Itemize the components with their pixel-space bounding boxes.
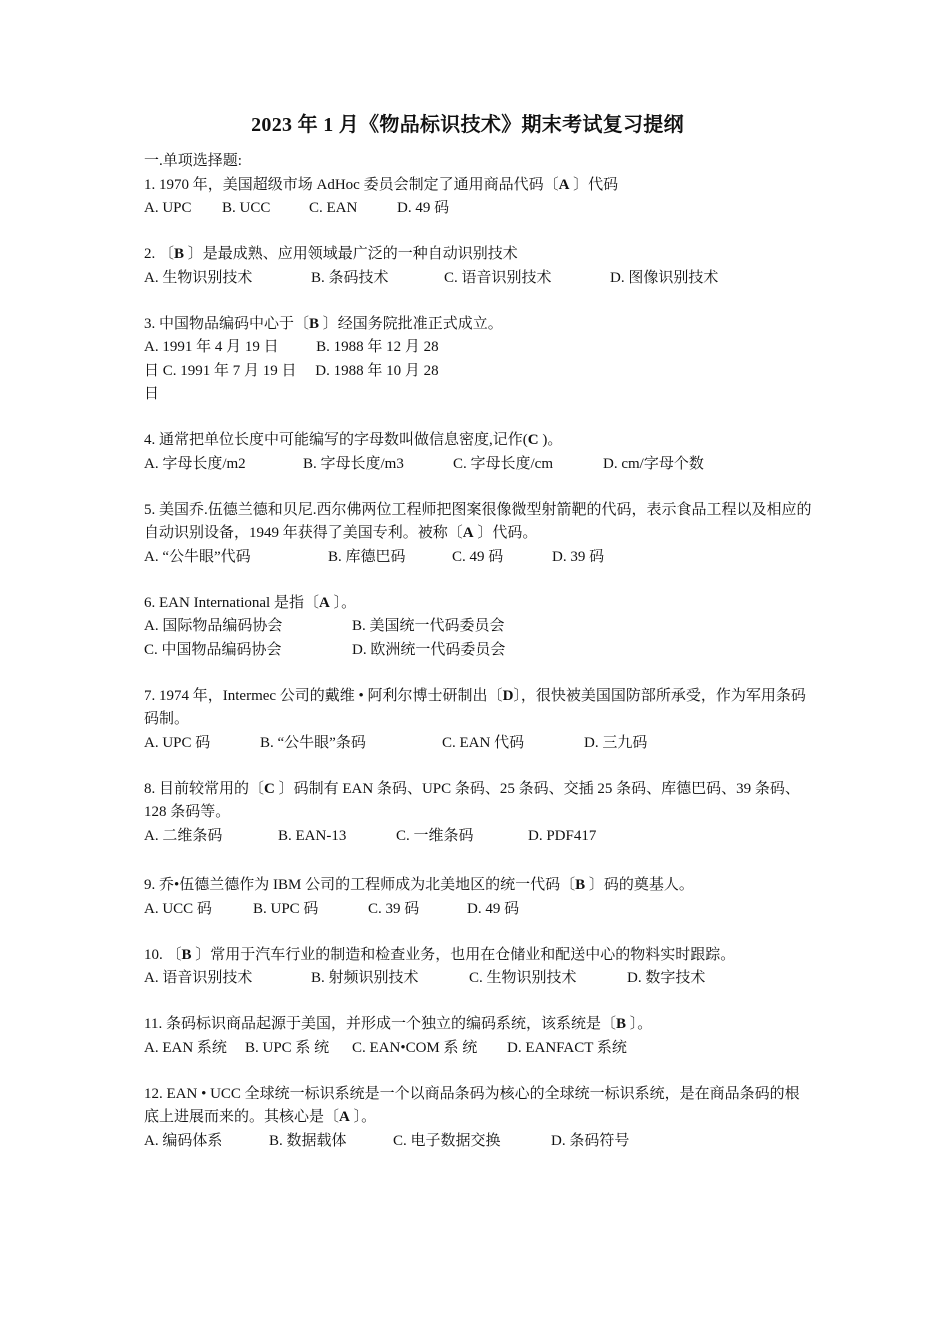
- options-3-line-2: 日 C. 1991 年 7 月 19 日 D. 1988 年 10 月 28: [144, 362, 439, 379]
- option: B. EAN-13: [278, 827, 347, 844]
- option: D. 49 码: [467, 900, 520, 917]
- option: D. EANFACT 系统: [507, 1039, 627, 1056]
- question-3: 3. 中国物品编码中心于〔B 〕经国务院批准正式成立。: [144, 315, 503, 332]
- question-5: 5. 美国乔.伍德兰德和贝尼.西尔佛两位工程师把图案很像微型射箭靶的代码，表示食品工程以及相应的自动识别设备，1949 年获得了美国专利。被称〔A 〕代码。: [144, 501, 812, 541]
- option: B. 库德巴码: [328, 548, 406, 565]
- options-6b: [144, 639, 814, 663]
- option: A. 国际物品编码协会: [144, 618, 283, 634]
- option: A. UCC 码: [144, 900, 212, 917]
- option: C. EAN: [309, 200, 358, 216]
- option: D. 49 码: [397, 200, 450, 216]
- option: D. 条码符号: [551, 1132, 630, 1149]
- question-9: 9. 乔•伍德兰德作为 IBM 公司的工程师成为北美地区的统一代码〔B 〕码的奠基人。: [144, 877, 694, 893]
- option: C. 语音识别技术: [444, 269, 552, 286]
- option: D. 欧洲统一代码委员会: [352, 641, 506, 658]
- document-title: 2023 年 1 月《物品标识技术》期末考试复习提纲: [251, 114, 684, 136]
- option: B. 条码技术: [311, 269, 389, 286]
- option: A. 生物识别技术: [144, 269, 253, 286]
- question-11: 11. 条码标识商品起源于美国，并形成一个独立的编码系统，该系统是〔B 〕。: [144, 1016, 653, 1032]
- option: B. 字母长度/m3: [303, 455, 404, 472]
- answer-10: B: [181, 946, 192, 963]
- option: A. “公牛眼”代码: [144, 548, 251, 565]
- option: C. 电子数据交换: [393, 1132, 501, 1149]
- option: D. 39 码: [552, 548, 605, 565]
- option: D. PDF417: [528, 827, 597, 844]
- question-8: 8. 目前较常用的〔C 〕码制有 EAN 条码、UPC 条码、25 条码、交插 25 条码、库德巴码、39 条码、128 条码等。: [144, 780, 800, 820]
- question-6: 6. EAN International 是指〔A 〕。: [144, 594, 357, 611]
- options-2: [144, 267, 814, 291]
- answer-9: B: [575, 877, 586, 893]
- option: A. 语音识别技术: [144, 970, 253, 986]
- options-12: [144, 1130, 814, 1154]
- options-3-line-1: A. 1991 年 4 月 19 日 B. 1988 年 12 月 28: [144, 339, 439, 355]
- answer-4: C: [527, 432, 539, 448]
- options-8: [144, 825, 814, 849]
- option: D. 数字技术: [627, 970, 706, 986]
- option: B. “公牛眼”条码: [260, 734, 366, 751]
- option: C. 39 码: [368, 900, 420, 917]
- options-9: [144, 898, 814, 922]
- option: B. UCC: [222, 200, 271, 216]
- option: A. 二维条码: [144, 827, 223, 844]
- answer-2: B: [174, 246, 185, 262]
- option: C. EAN•COM 系 统: [352, 1039, 478, 1056]
- options-6a: [144, 615, 814, 639]
- question-1: 1. 1970 年，美国超级市场 AdHoc 委员会制定了通用商品代码〔A 〕代码: [144, 176, 619, 193]
- question-12: 12. EAN • UCC 全球统一标识系统是一个以商品条码为核心的全球统一标识系统，是在商品条码的根底上进展而来的。其核心是〔A 〕。: [144, 1085, 800, 1125]
- question-10: 10. 〔B 〕常用于汽车行业的制造和检查业务，也用在仓储业和配送中心的物料实时跟踪。: [144, 946, 736, 963]
- answer-7: D: [502, 687, 514, 704]
- option: A. 字母长度/m2: [144, 455, 246, 472]
- answer-11: B: [615, 1016, 626, 1032]
- option: C. 一维条码: [396, 827, 474, 844]
- document-body: [144, 150, 814, 1153]
- answer-8: C: [264, 780, 275, 797]
- option: C. EAN 代码: [442, 734, 525, 751]
- option: B. 美国统一代码委员会: [352, 618, 505, 634]
- option: A. UPC 码: [144, 734, 211, 751]
- option: B. 数据载体: [269, 1132, 347, 1149]
- options-1: [144, 197, 814, 221]
- answer-1: A: [558, 176, 570, 193]
- question-7: 7. 1974 年，Intermec 公司的戴维 • 阿利尔博士研制出〔D〕，很快被美国国防部所承受，作为军用条码码制。: [144, 687, 806, 727]
- answer-6: A: [318, 594, 330, 611]
- option: C. 字母长度/cm: [453, 455, 553, 472]
- options-3-line-3: 日: [144, 386, 160, 402]
- answer-3: B: [309, 315, 320, 332]
- options-10: [144, 967, 814, 991]
- option: A. UPC: [144, 200, 192, 216]
- options-5: [144, 546, 814, 570]
- options-11: [144, 1037, 814, 1061]
- option: B. 射频识别技术: [311, 970, 419, 986]
- options-7: [144, 732, 814, 756]
- option: D. cm/字母个数: [603, 455, 704, 472]
- option: D. 图像识别技术: [610, 269, 719, 286]
- option: B. UPC 系 统: [245, 1039, 330, 1056]
- option: A. 编码体系: [144, 1132, 223, 1149]
- answer-12: A: [339, 1109, 350, 1125]
- option: D. 三九码: [584, 734, 648, 751]
- question-2: 2. 〔B 〕是最成熟、应用领域最广泛的一种自动识别技术: [144, 246, 518, 262]
- answer-5: A: [462, 525, 474, 541]
- option: C. 生物识别技术: [469, 970, 577, 986]
- options-4: [144, 453, 814, 477]
- option: C. 中国物品编码协会: [144, 641, 282, 658]
- question-4: 4. 通常把单位长度中可能编写的字母数叫做信息密度,记作(C )。: [144, 432, 563, 448]
- option: B. UPC 码: [253, 900, 319, 917]
- option: A. EAN 系统: [144, 1039, 227, 1056]
- section-heading: 一.单项选择题:: [144, 153, 242, 169]
- option: C. 49 码: [452, 548, 504, 565]
